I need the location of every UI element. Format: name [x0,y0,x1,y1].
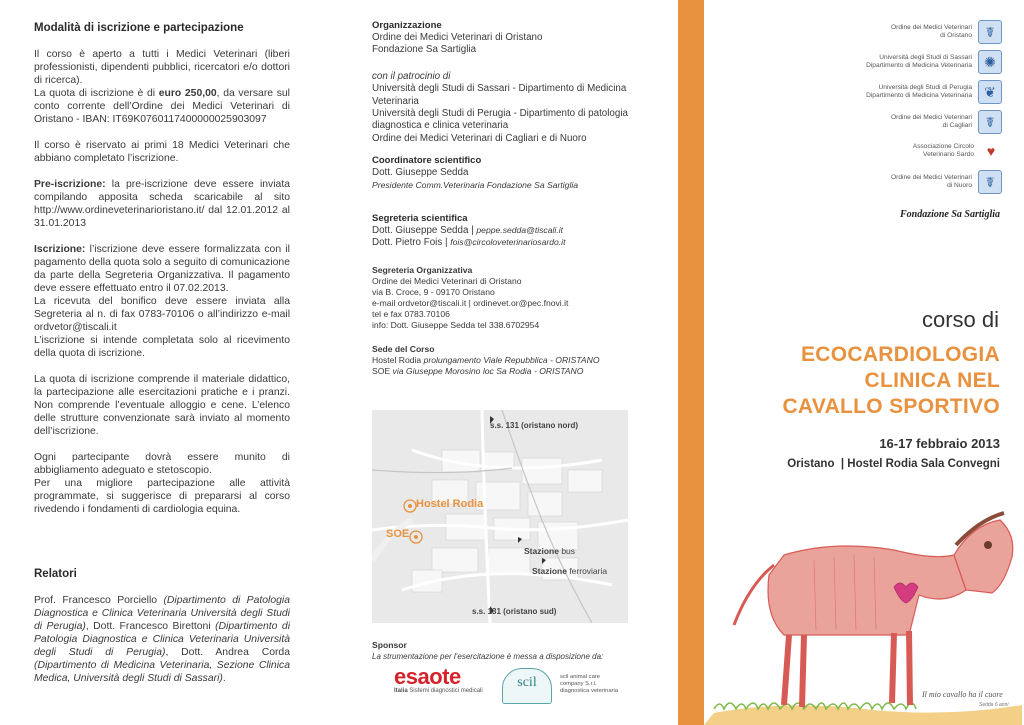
relatore-corda: , Dott. Andrea Corda [165,647,290,658]
patron-logo-text: Ordine dei Medici Veterinari di Cagliari [891,114,972,129]
caduceus-icon: ☤ [978,20,1002,44]
paragraph-ricevuta: La ricevuta del bonifico deve essere inviata alla Segreteria al n. di fax 0783-70106 o all’indirizzo e-mail ordvetor@tiscali.it [34,296,290,333]
sponsor-heading: Sponsor [372,640,407,650]
text: Hostel Rodia [372,355,424,366]
patron-logo-text: Università degli Studi di Sassari Dipartimento di Medicina Veterinaria [866,54,972,69]
patron-logo [891,20,1002,44]
paragraph-preiscrizione [34,178,290,230]
org-fondazione: Fondazione Sa Sartiglia [372,44,477,56]
map-label-hostel: Hostel Rodia [416,498,484,510]
map-drawing [372,410,628,623]
caduceus-icon: ☤ [978,110,1002,134]
paragraph-quota [34,87,290,126]
seal-icon: ✺ [978,50,1002,74]
patron-logo [866,50,1002,74]
scil-sub [560,674,618,695]
orange-stripe [678,0,704,725]
segorg-line-1: Ordine dei Medici Veterinari di Oristano [372,276,522,287]
segorg-line-5: info: Dott. Giuseppe Sedda tel 338.6702954 [372,320,540,331]
text: ferroviaria [566,566,608,576]
relatore-birettoni: , Dott. Francesco Birettoni [85,621,216,632]
paragraph-posti: Il corso è riservato ai primi 18 Medici Veterinari che abbiano completato l’iscrizione. [34,140,290,164]
esaote-sub [394,688,504,694]
middle-column [372,0,672,725]
scil-logo [502,666,622,706]
segorg-line-3: e-mail ordvetor@tiscali.it | ordinevet.or@pec.fnovi.it [372,298,569,309]
patrocinio-cagliari-nuoro: Ordine dei Medici Veterinari di Cagliari e di Nuoro [372,132,587,144]
text: , da versare sul conto corrente dell’Ordine dei Medici Veterinari di Oristano - IBAN: IT69K0760117400000025903097 [34,88,290,125]
map-label-north: s.s. 131 (oristano nord) [490,421,579,430]
organizzazione-heading: Organizzazione [372,20,442,31]
sede-heading: Sede del Corso [372,344,435,355]
map-label-south: s.s. 131 (oristano sud) [472,607,557,616]
segorg-line-4: tel e fax 0783.70106 [372,309,450,320]
patron-logo [891,170,1002,194]
segreteria-organizzativa-heading: Segreteria Organizzativa [372,265,473,276]
text: SOE [372,366,393,377]
paragraph-apertura: Il corso è aperto a tutti i Medici Veterinari (liberi professionisti, dipendenti pubblici, ricercatori e/o dottori di ricerca). [34,49,290,86]
patron-logo [913,140,1002,162]
cover-column [704,0,1024,725]
patron-logo [891,110,1002,134]
org-ordine: Ordine dei Medici Veterinari di Oristano [372,32,543,43]
text: Dott. Pietro Fois [372,237,443,249]
segreteria-scientifica-heading: Segreteria scientifica [372,212,468,224]
location-map[interactable] [372,410,628,623]
text: Sistemi diagnostici medicali [407,688,483,694]
text: bus [558,546,576,556]
patron-logo-text: Università degli Studi di Perugia Dipartimento di Medicina Veterinaria [866,84,972,99]
coordinatore-heading: Coordinatore scientifico [372,155,482,167]
heart-icon: ♥ [980,140,1002,162]
text: (Dipartimento di Patologia Diagnostica e Clinica Veterinaria Università degli Studi di Perugia) [34,621,290,658]
text: via Giuseppe Morosino loc Sa Rodia - ORISTANO [392,366,584,377]
paragraph-iscrizione [34,243,290,295]
relatori-heading: Relatori [34,568,77,580]
scil-wordmark: scil [517,675,537,690]
title-line-1: ECOCARDIOLOGIA [800,343,1000,366]
patrocinio-label: con il patrocinio di [372,70,451,82]
relatore-porciello: Prof. Francesco Porciello [34,595,164,606]
text: l’iscrizione deve essere formalizzata con il pagamento della quota solo a seguito di comunicazione da parte della Segreteria Organizzativa. Il pagamento deve essere effettuato entro il 07.02.2013. [34,244,290,294]
iscrizione-heading: Modalità di iscrizione e partecipazione [34,22,244,34]
quota-amount: euro 250,00 [158,88,217,99]
patron-logo-text: Ordine dei Medici Veterinari di Oristano [891,24,972,39]
paragraph-comprende: La quota di iscrizione comprende il materiale didattico, la partecipazione alle esercitazioni pratiche e i pranzi. Non comprende l’eventuale alloggio e cene. L’elenco delle strutture convenzionate sarà inviato al momento dell’iscrizione. [34,374,290,437]
text: Dott. Giuseppe Sedda [372,224,469,236]
segorg-line-2: via B. Croce, 9 - 09170 Oristano [372,287,495,298]
patron-logo [866,80,1002,104]
fondazione-logo: Fondazione Sa Sartiglia [899,209,1000,220]
esaote-wordmark: esaote [394,664,461,689]
email-link[interactable]: peppe.sedda@tiscali.it [476,224,564,235]
patron-logo-text: Ordine dei Medici Veterinari di Nuoro [891,174,972,189]
sede-hostel [372,355,672,366]
corso-di: corso di [921,307,999,332]
text: scil animal care [560,674,600,680]
iscrizione-label: Iscrizione: [34,244,86,255]
paragraph-preparazione: Per una migliore partecipazione alle attività programmate, si suggerisce di prepararsi al corso rivedendo i fondamenti di cardiologia equina. [34,478,290,515]
text: Italia [394,688,408,694]
coordinatore-role: Presidente Comm.Veterinaria Fondazione Sa Sartiglia [372,179,579,190]
coordinatore-name: Dott. Giuseppe Sedda [372,167,469,179]
patrocinio-sassari: Università degli Studi di Sassari - Dipartimento di Medicina Veterinaria [372,83,627,107]
esaote-logo [394,666,504,694]
text: (Dipartimento di Medicina Veterinaria, Sezione Clinica Medica, Università degli Studi di Sassari) [34,660,290,684]
preiscrizione-label: Pre-iscrizione: [34,179,106,190]
segreteria-member-1: Dott. Giuseppe Sedda | peppe.sedda@tiscali.it [372,224,564,236]
text: . [222,673,226,684]
text: Stazione [524,546,559,556]
map-label-ferrovia [532,566,607,576]
left-column [0,0,300,725]
title-line-2: CLINICA NEL [864,369,1000,392]
text: La quota di iscrizione è di [34,88,159,99]
text: prolungamento Viale Repubblica - ORISTANO [423,355,600,366]
patron-logo-text: Associazione Circolo Veterinario Sardo [912,143,974,158]
griffin-icon: ❦ [978,80,1002,104]
paragraph-completata: L’iscrizione si intende completata solo al ricevimento della quota di iscrizione. [34,335,290,359]
caduceus-icon: ☤ [978,170,1002,194]
relatori-list [34,594,290,685]
scil-badge [502,668,552,704]
map-label-bus [524,546,575,556]
course-date: 16-17 febbraio 2013 [879,436,1000,451]
text: company S.r.l. [560,681,597,687]
patrocinio-perugia: Università degli Studi di Perugia - Dipartimento di patologia diagnostica e clinica veterinaria [372,108,628,132]
drawing-signature: Sedda 6 anni [979,702,1009,708]
segreteria-member-2: Dott. Pietro Fois | fois@circoloveterinariosardo.it [372,237,566,249]
sede-soe [372,366,672,377]
email-link[interactable]: fois@circoloveterinariosardo.it [450,237,566,248]
course-venue: Oristano | Hostel Rodia Sala Convegni [787,458,1000,470]
text: la pre-iscrizione deve essere inviata compilando apposita scheda scaricabile al sito http://www.ordineveterinarioristano.it/ dal 12.01.2012 al 31.01.2013 [34,179,290,229]
drawing-caption: Il mio cavallo ha il cuore [922,690,1003,699]
title-line-3: CAVALLO SPORTIVO [782,395,1000,418]
paragraph-abbigliamento: Ogni partecipante dovrà essere munito di abbigliamento adeguato e stetoscopio. [34,452,290,476]
sponsor-text: La strumentazione per l’esercitazione è messa a disposizione da: [372,652,604,661]
text: Stazione [532,566,567,576]
text: diagnostica veterinaria [560,688,619,694]
course-title [782,342,1000,420]
map-label-soe: SOE [386,528,410,540]
text: (Dipartimento di Patologia Diagnostica e Clinica Veterinaria Università degli Studi di Perugia) [34,595,290,632]
